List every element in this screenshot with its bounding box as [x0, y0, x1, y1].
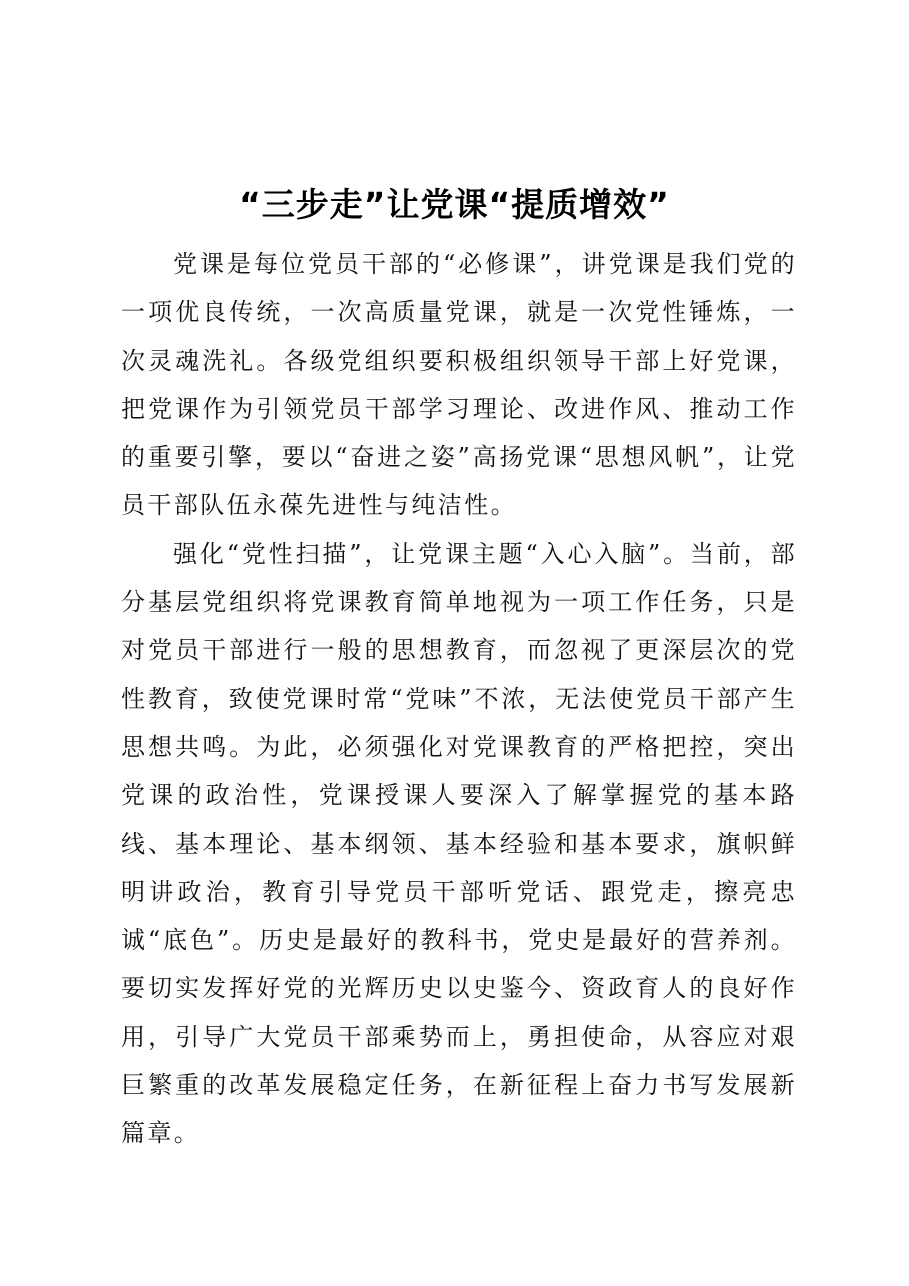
- paragraph-party-spirit: 强化“党性扫描”，让党课主题“入心入脑”。当前，部分基层党组织将党课教育简单地视为一项工作任务，只是对党员干部进行一般的思想教育，而忽视了更深层次的党性教育，致使党课时常“党味”不浓，无法使党员干部产生思想共鸣。为此，必须强化对党课教育的严格把控，突出党课的政治性，党课授课人要深入了解掌握党的基本路线、基本理论、基本纲领、基本经验和基本要求，旗帜鲜明讲政治，教育引导党员干部听党话、跟党走，擦亮忠诚“底色”。历史是最好的教科书，党史是最好的营养剂。要切实发挥好党的光辉历史以史鉴今、资政育人的良好作用，引导广大党员干部乘势而上，勇担使命，从容应对艰巨繁重的改革发展稳定任务，在新征程上奋力书写发展新篇章。: [121, 539, 797, 1148]
- document-title: “三步走”让党课“提质增效”: [239, 185, 670, 225]
- document-body: [121, 240, 797, 1158]
- paragraph-intro: 党课是每位党员干部的“必修课”，讲党课是我们党的一项优良传统，一次高质量党课，就是一次党性锤炼，一次灵魂洗礼。各级党组织要积极组织领导干部上好党课，把党课作为引领党员干部学习理论、改进作风、推动工作的重要引擎，要以“奋进之姿”高扬党课“思想风帆”，让党员干部队伍永葆先进性与纯洁性。: [121, 250, 797, 520]
